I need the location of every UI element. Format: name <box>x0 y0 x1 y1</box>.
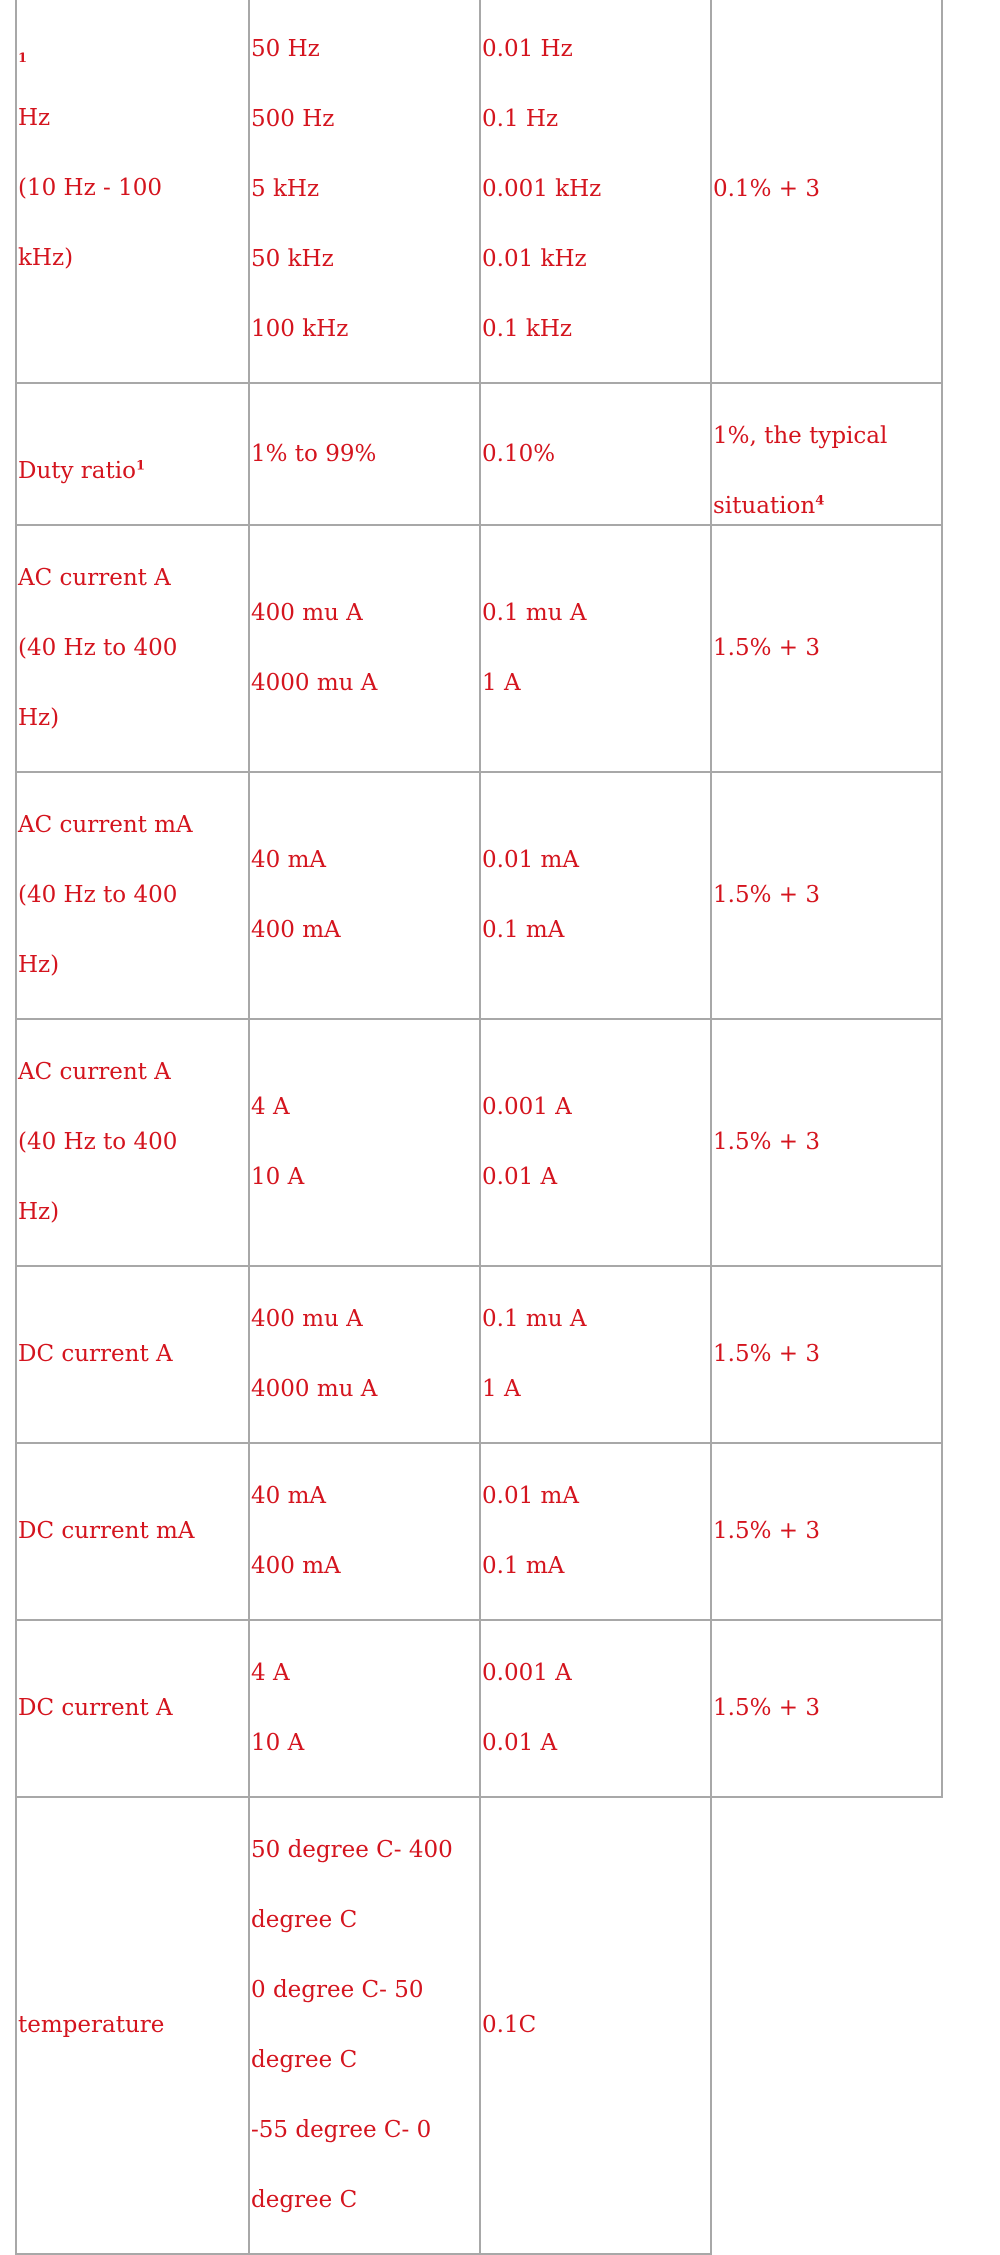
range-value: 5 kHz <box>251 176 320 202</box>
range-cell <box>249 383 480 525</box>
range-cell <box>249 525 480 772</box>
range-value: 400 mu A <box>251 600 363 626</box>
parameter-line: Hz) <box>18 705 60 731</box>
spec-table <box>15 0 943 2255</box>
resolution-cell <box>480 383 711 525</box>
range-value: degree C <box>251 2187 358 2213</box>
parameter-line: AC current A <box>18 565 171 591</box>
accuracy-cell <box>711 1019 942 1266</box>
parameter-label: temperature <box>18 2012 165 2038</box>
accuracy-cell <box>711 1443 942 1620</box>
accuracy-value: 1.5% + 3 <box>713 1129 820 1155</box>
resolution-value: 0.1 mu A <box>482 1306 587 1332</box>
parameter-line: (40 Hz to 400 <box>18 635 178 661</box>
accuracy-cell <box>711 1620 942 1797</box>
table-row <box>16 1620 942 1797</box>
accuracy-cell <box>711 1266 942 1443</box>
parameter-label: DC current A <box>18 1341 173 1367</box>
parameter-line: (40 Hz to 400 <box>18 882 178 908</box>
resolution-value: 0.01 A <box>482 1730 558 1756</box>
resolution-value: 0.001 kHz <box>482 176 602 202</box>
resolution-value: 0.1 Hz <box>482 106 559 132</box>
parameter-line: AC current A <box>18 1059 171 1085</box>
range-value: 4000 mu A <box>251 670 378 696</box>
footnote-marker: 4 <box>815 493 825 509</box>
range-value: 50 degree C- 400 <box>251 1837 453 1863</box>
resolution-value: 0.1 kHz <box>482 316 573 342</box>
range-cell <box>249 1019 480 1266</box>
accuracy-value: 0.1% + 3 <box>713 176 820 202</box>
range-value: 500 Hz <box>251 106 335 132</box>
resolution-cell <box>480 1620 711 1797</box>
resolution-value: 0.01 kHz <box>482 246 587 272</box>
accuracy-cell <box>711 772 942 1019</box>
resolution-cell <box>480 772 711 1019</box>
range-value: 400 mA <box>251 917 341 943</box>
accuracy-cell-empty <box>711 1797 942 2254</box>
parameter-line: (40 Hz to 400 <box>18 1129 178 1155</box>
accuracy-line: 1%, the typical <box>713 423 888 449</box>
table-row <box>16 772 942 1019</box>
resolution-cell <box>480 1019 711 1266</box>
resolution-value: 0.1C <box>482 2012 537 2038</box>
resolution-value: 0.1 mA <box>482 917 565 943</box>
range-value: degree C <box>251 2047 358 2073</box>
range-value: 0 degree C- 50 <box>251 1977 424 2003</box>
footnote-marker: 1 <box>135 458 146 474</box>
footnote-marker: 1 <box>18 51 28 66</box>
parameter-line: Hz <box>18 105 51 131</box>
accuracy-value: 1.5% + 3 <box>713 1695 820 1721</box>
parameter-cell <box>16 1443 249 1620</box>
parameter-label: Duty ratio <box>18 458 136 484</box>
table-row <box>16 0 942 383</box>
resolution-value: 1 A <box>482 670 521 696</box>
table-row <box>16 1019 942 1266</box>
table-row <box>16 383 942 525</box>
parameter-line: Hz) <box>18 1199 60 1225</box>
range-value: -55 degree C- 0 <box>251 2117 432 2143</box>
range-value: 400 mA <box>251 1553 341 1579</box>
range-value: 100 kHz <box>251 316 349 342</box>
resolution-cell <box>480 525 711 772</box>
range-value: 4 A <box>251 1094 290 1120</box>
range-value: 50 Hz <box>251 36 320 62</box>
range-cell <box>249 1443 480 1620</box>
parameter-label: DC current mA <box>18 1518 195 1544</box>
resolution-value: 0.1 mu A <box>482 600 587 626</box>
accuracy-value: 1.5% + 3 <box>713 882 820 908</box>
range-value: degree C <box>251 1907 358 1933</box>
parameter-cell <box>16 0 249 383</box>
resolution-value: 0.01 mA <box>482 847 579 873</box>
resolution-value: 0.1 mA <box>482 1553 565 1579</box>
table-row <box>16 1266 942 1443</box>
parameter-line: (10 Hz - 100 <box>18 175 163 201</box>
resolution-value: 0.01 Hz <box>482 36 573 62</box>
parameter-line: AC current mA <box>18 812 193 838</box>
parameter-line: kHz) <box>18 245 74 271</box>
resolution-value: 0.001 A <box>482 1094 572 1120</box>
range-value: 10 A <box>251 1730 305 1756</box>
parameter-cell <box>16 383 249 525</box>
resolution-cell <box>480 1797 711 2254</box>
range-value: 50 kHz <box>251 246 334 272</box>
range-value: 40 mA <box>251 1483 326 1509</box>
accuracy-line: situation <box>713 493 816 519</box>
range-cell <box>249 1266 480 1443</box>
resolution-value: 0.01 mA <box>482 1483 579 1509</box>
parameter-label: DC current A <box>18 1695 173 1721</box>
parameter-cell <box>16 1797 249 2254</box>
parameter-cell <box>16 1019 249 1266</box>
accuracy-cell <box>711 383 942 525</box>
parameter-cell <box>16 1620 249 1797</box>
range-cell <box>249 772 480 1019</box>
resolution-value: 1 A <box>482 1376 521 1402</box>
range-value: 1% to 99% <box>251 440 377 467</box>
resolution-value: 0.01 A <box>482 1164 558 1190</box>
table-row <box>16 1443 942 1620</box>
range-value: 10 A <box>251 1164 305 1190</box>
resolution-value: 0.10% <box>482 440 556 467</box>
resolution-cell <box>480 1443 711 1620</box>
range-value: 4 A <box>251 1660 290 1686</box>
parameter-line: Hz) <box>18 952 60 978</box>
range-cell <box>249 1620 480 1797</box>
range-value: 400 mu A <box>251 1306 363 1332</box>
range-value: 4000 mu A <box>251 1376 378 1402</box>
parameter-cell <box>16 772 249 1019</box>
accuracy-value: 1.5% + 3 <box>713 1341 820 1367</box>
resolution-cell <box>480 1266 711 1443</box>
resolution-value: 0.001 A <box>482 1660 572 1686</box>
parameter-cell <box>16 1266 249 1443</box>
range-cell <box>249 0 480 383</box>
table-row <box>16 1797 942 2254</box>
resolution-cell <box>480 0 711 383</box>
parameter-cell <box>16 525 249 772</box>
range-value: 40 mA <box>251 847 326 873</box>
accuracy-value: 1.5% + 3 <box>713 635 820 661</box>
accuracy-value: 1.5% + 3 <box>713 1518 820 1544</box>
range-cell <box>249 1797 480 2254</box>
table-row <box>16 525 942 772</box>
accuracy-cell <box>711 525 942 772</box>
accuracy-cell <box>711 0 942 383</box>
